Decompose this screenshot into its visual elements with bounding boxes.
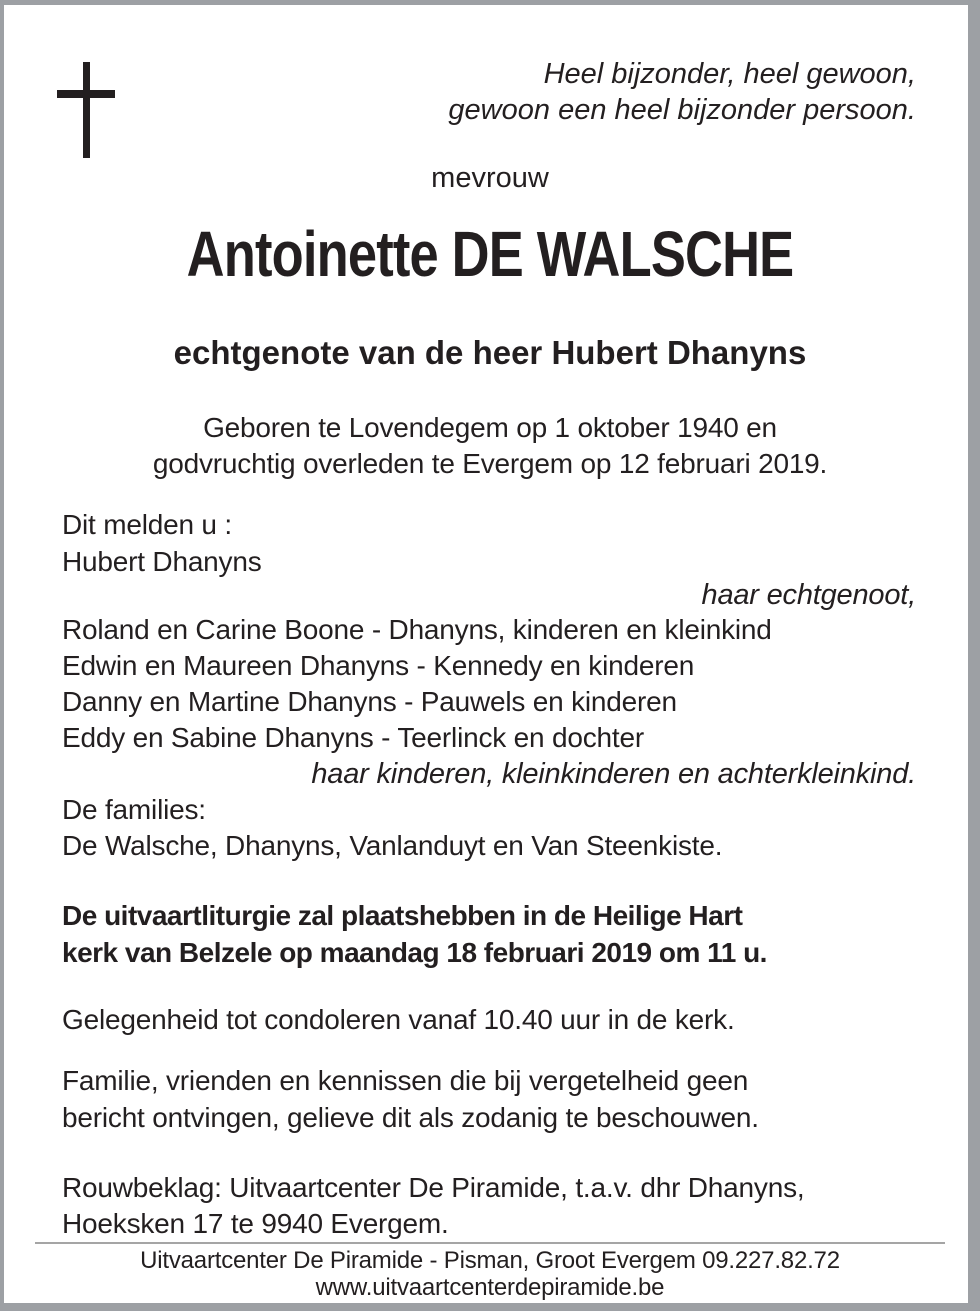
cross-vertical-bar bbox=[83, 62, 90, 158]
quote-line-1: Heel bijzonder, heel gewoon, bbox=[543, 58, 916, 90]
opening-quote bbox=[448, 56, 916, 128]
cross-horizontal-bar bbox=[57, 90, 115, 98]
spouse-role: haar echtgenoot, bbox=[701, 579, 916, 611]
deceased-name: Antoinette DE WALSCHE bbox=[186, 218, 794, 290]
announcement bbox=[62, 506, 262, 580]
mourning-line-2: Hoeksken 17 te 9940 Evergem. bbox=[62, 1208, 449, 1239]
mourning-line-1: Rouwbeklag: Uitvaartcenter De Piramide, t.a.v. dhr Dhanyns, bbox=[62, 1172, 805, 1203]
quote-line-2: gewoon een heel bijzonder persoon. bbox=[448, 94, 916, 126]
child-line: Danny en Martine Dhanyns - Pauwels en kinderen bbox=[62, 686, 677, 717]
children-role: haar kinderen, kleinkinderen en achterkleinkind. bbox=[311, 758, 916, 790]
salutation: mevrouw bbox=[431, 162, 549, 194]
mourning-address bbox=[62, 1170, 804, 1242]
footer-contact-line: Uitvaartcenter De Piramide - Pisman, Groot Evergem 09.227.82.72 bbox=[140, 1247, 840, 1274]
death-line: godvruchtig overleden te Evergem op 12 februari 2019. bbox=[152, 448, 828, 479]
child-line: Eddy en Sabine Dhanyns - Teerlinck en dochter bbox=[62, 722, 644, 753]
families-intro: De families: bbox=[62, 794, 206, 825]
footer-divider bbox=[35, 1242, 945, 1244]
child-line: Roland en Carine Boone - Dhanyns, kinderen en kleinkind bbox=[62, 614, 772, 645]
service-line-2: kerk van Belzele op maandag 18 februari 2019 om 11 u. bbox=[62, 937, 767, 968]
child-line: Edwin en Maureen Dhanyns - Kennedy en kinderen bbox=[62, 650, 695, 681]
spouse-name: Hubert Dhanyns bbox=[62, 546, 262, 577]
birth-line: Geboren te Lovendegem op 1 oktober 1940 en bbox=[203, 412, 777, 443]
funeral-home-footer bbox=[0, 1247, 980, 1301]
cross-icon bbox=[57, 62, 115, 158]
funeral-service-info bbox=[62, 897, 767, 971]
announce-intro: Dit melden u : bbox=[62, 509, 232, 540]
footer-website: www.uitvaartcenterdepiramide.be bbox=[315, 1274, 665, 1301]
condolence-info: Gelegenheid tot condoleren vanaf 10.40 uur in de kerk. bbox=[62, 1004, 735, 1035]
apology-note bbox=[62, 1062, 759, 1136]
relation-subtitle: echtgenote van de heer Hubert Dhanyns bbox=[173, 334, 807, 371]
families-names: De Walsche, Dhanyns, Vanlanduyt en Van Steenkiste. bbox=[62, 830, 723, 861]
life-dates bbox=[0, 410, 980, 482]
service-line-1: De uitvaartliturgie zal plaatshebben in de Heilige Hart bbox=[62, 900, 743, 931]
apology-line-2: bericht ontvingen, gelieve dit als zodanig te beschouwen. bbox=[62, 1102, 759, 1133]
family-list bbox=[62, 612, 916, 864]
apology-line-1: Familie, vrienden en kennissen die bij vergetelheid geen bbox=[62, 1065, 749, 1096]
